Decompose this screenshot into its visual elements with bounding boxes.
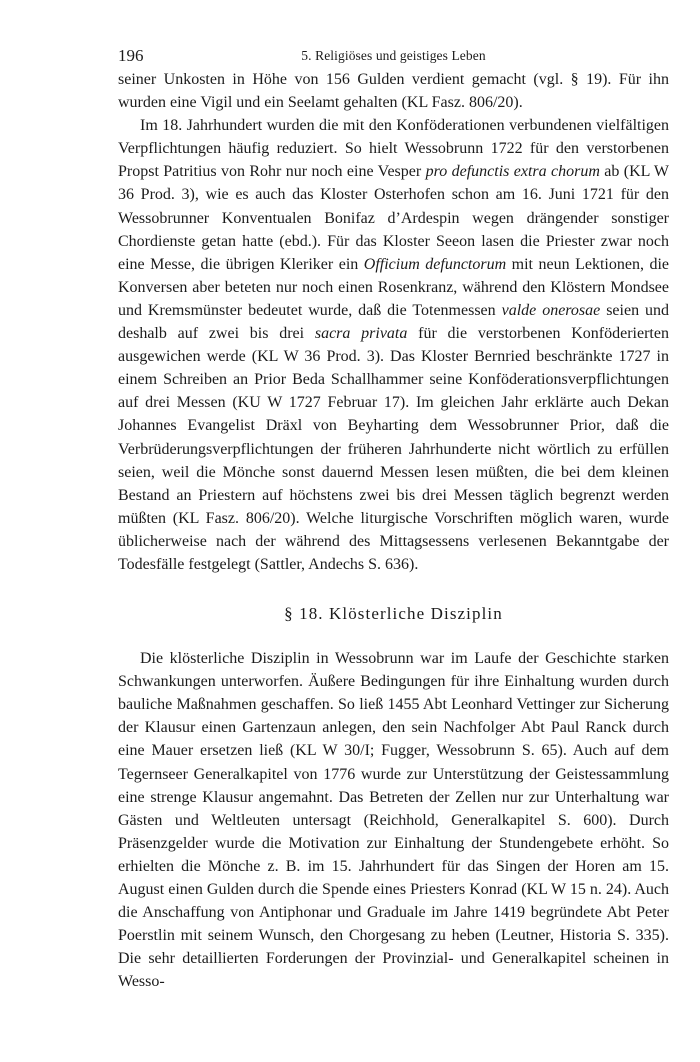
paragraph-1 bbox=[118, 68, 669, 114]
latin-phrase: Officium defunctorum bbox=[363, 255, 507, 273]
text-run: Die klösterliche Disziplin in Wessobrunn war im Laufe der Geschichte starken Schwankungen unterworfen. Äußere Bedingungen für ihre Einhaltung wurden durch bauliche Maßnahmen geschaffen. So ließ 1455 Abt Leonhard Vettinger zur Sicherung der Klausur einen Gartenzaun anlegen, den sein Nachfolger Abt Paul Ranck durch eine Mauer ersetzen ließ (KL W 30/I; Fugger, Wessobrunn S. 65). Auch auf dem Tegernseer Generalkapitel von 1776 wurde zur Unterstützung der Geistessammlung eine strenge Klausur angemahnt. Das Betreten der Zellen nur zur Unterhaltung war Gästen und Weltleuten untersagt (Reichhold, Generalkapitel S. 600). Durch Präsenzgelder wurde die Motivation zur Einhaltung der Stundengebete erhöht. So erhielten die Mönche z. B. im 15. Jahrhundert für das Singen der Horen am 15. August einen Gulden durch die Spende eines Priesters Konrad (KL W 15 n. 24). Auch die Anschaffung von Antiphonar und Graduale im Jahre 1419 begründete Abt Peter Poerstlin mit seinem Wunsch, den Chorgesang zu heben (Leutner, Historia S. 335). Die sehr detaillierten Forderungen der Provinzial- und Generalkapitel scheinen in Wesso- bbox=[118, 650, 669, 991]
paragraph-2 bbox=[118, 114, 669, 576]
text-run: ab (KL W 36 Prod. 3), wie es auch das Kloster Osterhofen schon am 16. Juni 1721 für den Wessobrunner Konventualen Bonifaz d’Ardespin wegen drängender sonstiger Chordienste getan hatte (ebd.). Für das Kloster Seeon lasen die Priester zwar noch eine Messe, die übrigen Kleriker ein bbox=[118, 163, 670, 273]
text-run: seien und deshalb auf zwei bis drei bbox=[118, 301, 670, 343]
text-run: Im 18. Jahrhundert wurden die mit den Konföderationen verbundenen vielfältigen Verpflichtungen häufig reduziert. So hielt Wessobrunn 1722 für den verstorbenen Propst Patritius von Rohr nur noch eine Vesper bbox=[118, 117, 669, 181]
paragraph-3 bbox=[118, 647, 669, 993]
latin-phrase: valde onerosae bbox=[501, 301, 601, 319]
section-heading: § 18. Klösterliche Disziplin bbox=[284, 604, 503, 624]
text-run: für die verstorbenen Konföderierten ausgewichen werde (KL W 36 Prod. 3). Das Kloster Bernried beschränkte 1727 in einem Schreiben an Prior Beda Schallhammer seine Konföderationsverpflichtungen auf drei Messen (KU W 1727 Februar 17). Im gleichen Jahr erklärte auch Dekan Johannes Evangelist Dräxl von Beyharting dem Wessobrunner Prior, daß die Verbrüderungsverpflichtungen der früheren Jahrhunderte nicht wörtlich zu erfüllen seien, weil die Mönche sonst dauernd Messen lesen müßten, die bei dem kleinen Bestand an Priestern auf höchstens zwei bis drei Messen täglich begrenzt werden müßten (KL Fasz. 806/20). Welche liturgische Vorschriften möglich waren, wurde üblicherweise nach der während des Mittagsessens verlesenen Bekanntgabe der Todesfälle festgelegt (Sattler, Andechs S. 636). bbox=[118, 325, 669, 573]
body-text-before bbox=[118, 68, 669, 576]
page-number: 196 bbox=[118, 46, 144, 65]
text-run: mit neun Lektionen, die Konversen aber beteten nur noch einen Rosenkranz, während den Klöstern Mondsee und Kremsmünster bedeutet wurde, daß die Totenmessen bbox=[118, 255, 669, 319]
body-text-after bbox=[118, 647, 669, 993]
book-page bbox=[118, 40, 669, 993]
text-run: seiner Unkosten in Höhe von 156 Gulden verdient gemacht (vgl. § 19). Für ihn wurden eine Vigil und ein Seelamt gehalten (KL Fasz. 806/20). bbox=[118, 71, 669, 112]
latin-phrase: sacra privata bbox=[314, 325, 408, 343]
running-title: 5. Religiöses und geistiges Leben bbox=[301, 48, 486, 63]
latin-phrase: pro defunctis extra chorum bbox=[425, 163, 600, 181]
running-head bbox=[118, 40, 669, 68]
